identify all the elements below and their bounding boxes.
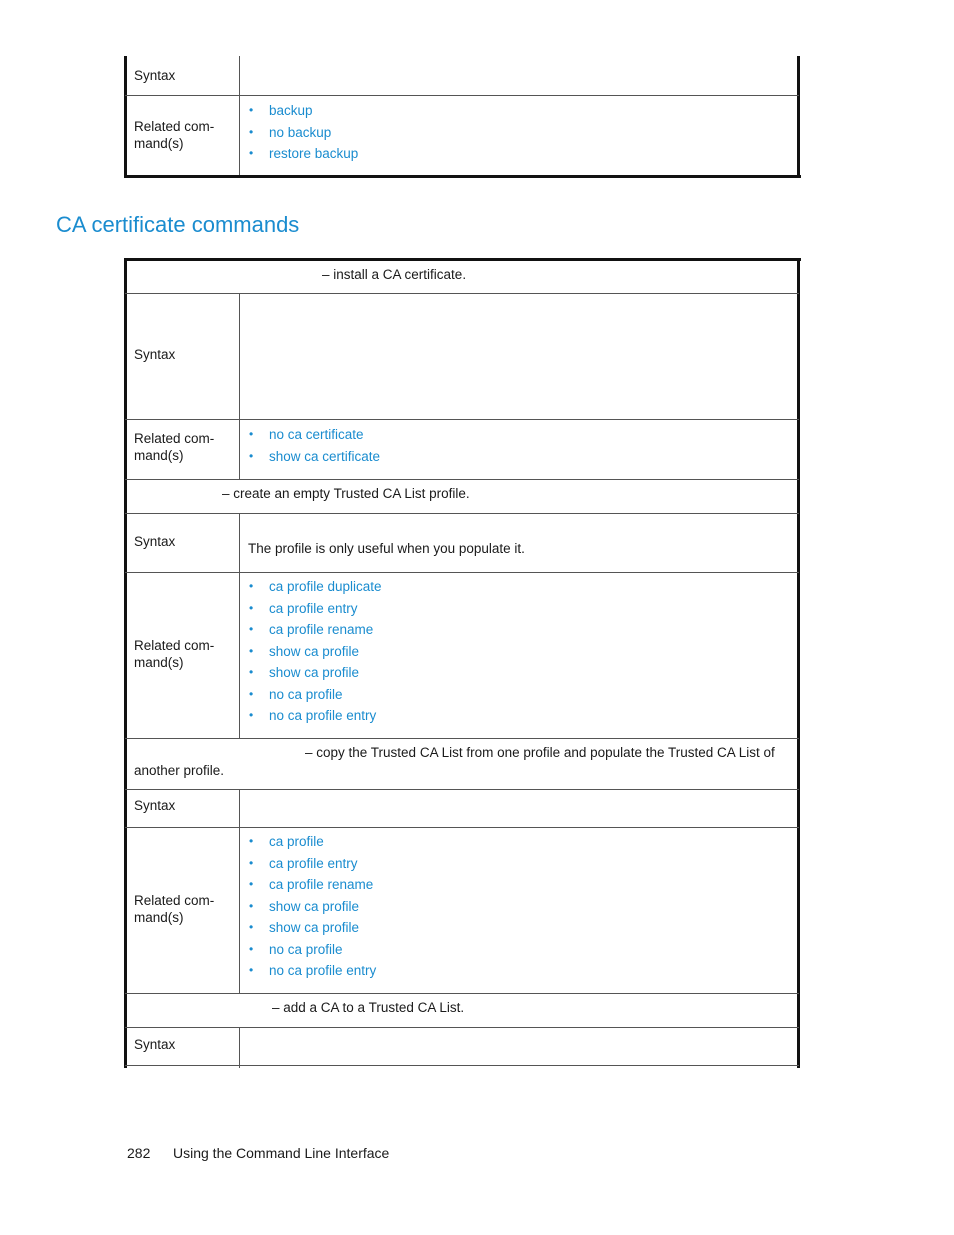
bullet-icon: • xyxy=(249,855,254,870)
bullet-icon: • xyxy=(249,643,254,658)
column-divider xyxy=(239,293,240,479)
table-bottom-border xyxy=(124,175,801,178)
related-link[interactable]: backup xyxy=(269,103,313,118)
row-divider xyxy=(125,1027,799,1028)
row-divider xyxy=(125,419,799,420)
syntax-label: Syntax xyxy=(134,68,176,83)
list-item[interactable] xyxy=(249,831,376,853)
bullet-icon: • xyxy=(249,708,254,722)
related-label-line-2: mand(s) xyxy=(134,910,184,925)
row-divider xyxy=(125,572,799,573)
related-link[interactable]: ca profile rename xyxy=(269,877,374,892)
row-divider xyxy=(125,827,799,828)
bullet-icon: • xyxy=(249,600,254,615)
backup-table xyxy=(125,56,799,179)
related-link[interactable]: no backup xyxy=(269,124,332,140)
row-divider xyxy=(125,479,799,480)
related-link[interactable]: ca profile entry xyxy=(269,855,358,871)
related-link[interactable]: ca profile xyxy=(269,834,324,849)
related-link[interactable]: no ca certificate xyxy=(269,427,364,442)
list-item[interactable] xyxy=(249,853,376,875)
syntax-label: Syntax xyxy=(134,347,176,362)
related-commands-list xyxy=(249,576,382,727)
list-item[interactable] xyxy=(249,874,376,896)
column-divider xyxy=(239,1027,240,1068)
list-item[interactable] xyxy=(249,684,382,706)
list-item[interactable] xyxy=(249,939,376,961)
related-link[interactable]: ca profile duplicate xyxy=(269,579,382,594)
row-divider xyxy=(125,1065,799,1066)
related-link[interactable]: restore backup xyxy=(269,146,359,161)
related-link[interactable]: show ca certificate xyxy=(269,448,381,464)
bullet-icon: • xyxy=(249,898,254,913)
footer-title: Using the Command Line Interface xyxy=(173,1145,390,1161)
table-left-border xyxy=(124,258,127,1068)
bullet-icon: • xyxy=(249,686,254,701)
row-divider xyxy=(125,95,799,96)
ca-commands-table xyxy=(125,258,799,1068)
bullet-icon: • xyxy=(249,941,254,956)
command-description: – copy the Trusted CA List from one profile and populate the Trusted CA List of xyxy=(305,745,775,760)
section-heading: CA certificate commands xyxy=(56,212,300,237)
command-description-continued: another profile. xyxy=(134,763,225,778)
row-divider xyxy=(125,993,799,994)
related-link[interactable]: no ca profile xyxy=(269,686,343,702)
bullet-icon: • xyxy=(249,920,254,934)
row-divider xyxy=(125,513,799,514)
related-link[interactable]: no ca profile xyxy=(269,941,343,957)
related-commands-list xyxy=(249,831,376,982)
related-link[interactable]: ca profile entry xyxy=(269,600,358,616)
command-description: – create an empty Trusted CA List profile. xyxy=(222,486,470,501)
column-divider xyxy=(239,513,240,739)
related-link[interactable]: show ca profile xyxy=(269,665,360,680)
related-link[interactable]: no ca profile entry xyxy=(269,708,377,723)
table-right-border xyxy=(797,56,800,177)
table-top-border xyxy=(124,258,801,261)
bullet-icon: • xyxy=(249,124,254,139)
list-item[interactable] xyxy=(249,960,376,982)
list-item[interactable] xyxy=(249,100,358,122)
syntax-label: Syntax xyxy=(134,1037,176,1052)
bullet-icon: • xyxy=(249,146,254,160)
list-item[interactable] xyxy=(249,576,382,598)
bullet-icon: • xyxy=(249,622,254,636)
column-divider xyxy=(239,56,240,176)
list-item[interactable] xyxy=(249,598,382,620)
row-divider xyxy=(125,789,799,790)
related-label xyxy=(134,430,214,464)
page-number: 282 xyxy=(127,1145,151,1161)
list-item[interactable] xyxy=(249,641,382,663)
related-label-line-1: Related com- xyxy=(134,638,215,653)
table-right-border xyxy=(797,258,800,1068)
bullet-icon: • xyxy=(249,448,254,463)
list-item[interactable] xyxy=(249,705,382,727)
command-description: – install a CA certificate. xyxy=(322,267,467,282)
related-link[interactable]: ca profile rename xyxy=(269,622,374,637)
related-label-line-1: Related com- xyxy=(134,119,215,134)
related-label-line-1: Related com- xyxy=(134,893,215,908)
bullet-icon: • xyxy=(249,579,254,593)
list-item[interactable] xyxy=(249,122,358,144)
related-link[interactable]: show ca profile xyxy=(269,643,360,659)
related-link[interactable]: show ca profile xyxy=(269,920,360,935)
list-item[interactable] xyxy=(249,619,382,641)
bullet-icon: • xyxy=(249,834,254,848)
bullet-icon: • xyxy=(249,877,254,891)
related-label-line-1: Related com- xyxy=(134,431,215,446)
related-label xyxy=(134,892,214,926)
list-item[interactable] xyxy=(249,143,358,165)
related-label xyxy=(134,118,214,152)
command-description: – add a CA to a Trusted CA List. xyxy=(272,1000,465,1015)
related-label-line-2: mand(s) xyxy=(134,448,184,463)
list-item[interactable] xyxy=(249,917,376,939)
related-label-line-2: mand(s) xyxy=(134,136,184,151)
row-divider xyxy=(125,293,799,294)
column-divider xyxy=(239,789,240,993)
bullet-icon: • xyxy=(249,103,254,117)
list-item[interactable] xyxy=(249,424,380,446)
syntax-label: Syntax xyxy=(134,534,176,549)
table-left-border xyxy=(124,56,127,177)
list-item[interactable] xyxy=(249,662,382,684)
bullet-icon: • xyxy=(249,665,254,679)
related-label xyxy=(134,637,214,671)
bullet-icon: • xyxy=(249,963,254,977)
bullet-icon: • xyxy=(249,427,254,441)
related-label-line-2: mand(s) xyxy=(134,655,184,670)
related-link[interactable]: no ca profile entry xyxy=(269,963,377,978)
syntax-note: The profile is only useful when you populate it. xyxy=(248,541,525,556)
related-link[interactable]: show ca profile xyxy=(269,898,360,914)
related-commands-list xyxy=(249,424,380,467)
syntax-label: Syntax xyxy=(134,798,176,813)
list-item[interactable] xyxy=(249,896,376,918)
related-commands-list xyxy=(249,100,358,165)
row-divider xyxy=(125,738,799,739)
list-item[interactable] xyxy=(249,446,380,468)
